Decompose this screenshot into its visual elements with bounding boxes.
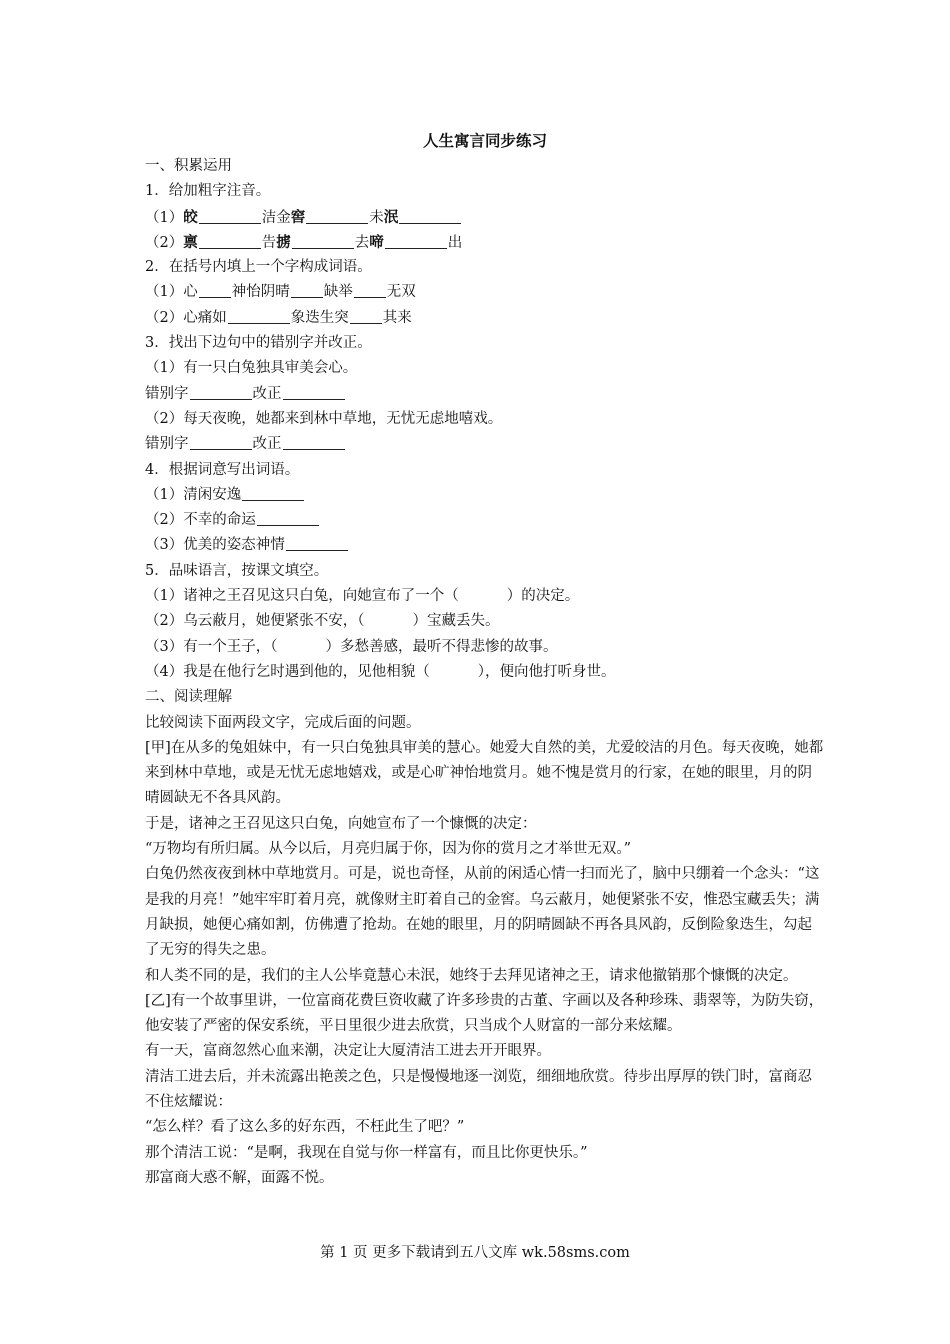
answer-blank[interactable] (190, 434, 252, 450)
q5-item1 (145, 584, 825, 609)
document-content (145, 128, 825, 1191)
q2-row1-text-d: 无双 (386, 284, 416, 301)
reading-paragraph: “万物均有所归属。从今以后，月亮归属于你，因为你的赏月之才举世无双。” (145, 841, 632, 858)
q4-stem: 4．根据词意写出词语。 (145, 461, 300, 478)
q2-row1-text-a: 心 (183, 284, 198, 301)
q5-item3-text-a: （3）有一个王子，（ (145, 638, 278, 655)
q4-item1 (145, 483, 825, 508)
answer-blank[interactable] (385, 233, 447, 249)
q1-row1-word2: 洁金 (261, 209, 291, 226)
answer-blank[interactable] (228, 308, 290, 324)
q3-sentence2: （2）每天夜晚，她都来到林中草地，无忧无虑地嘻戏。 (145, 410, 503, 427)
q5-item3-text-b: ）多愁善感，最听不得悲惨的故事。 (325, 638, 558, 655)
fix-label: 改正 (252, 385, 282, 402)
q4-item2-text: （2）不幸的命运 (145, 512, 256, 529)
q2-row1-num: （1） (145, 284, 184, 301)
reading-intro: 比较阅读下面两段文字，完成后面的问题。 (145, 714, 421, 731)
answer-blank[interactable] (291, 282, 323, 298)
answer-blank[interactable] (399, 208, 461, 224)
reading-paragraph: 那富商大惑不解，面露不悦。 (145, 1169, 334, 1186)
q1-row2-char3: 啼 (369, 233, 384, 251)
q3-sentence1: （1）有一只白兔独具审美会心。 (145, 360, 358, 377)
answer-blank[interactable] (292, 233, 354, 249)
answer-blank[interactable] (257, 510, 319, 526)
q5-item2 (145, 609, 825, 634)
answer-blank[interactable] (350, 308, 382, 324)
q5-item4-text-a: （4）我是在他行乞时遇到他的，见他相貌（ (145, 663, 430, 680)
wrong-char-label: 错别字 (145, 436, 189, 453)
answer-blank[interactable] (306, 208, 368, 224)
q1-row2-word3-end: 出 (447, 234, 463, 251)
q4-item2 (145, 508, 825, 533)
reading-paragraph: “怎么样？看了这么多的好东西，不枉此生了吧？” (145, 1119, 465, 1136)
answer-blank[interactable] (286, 535, 348, 551)
answer-blank[interactable] (199, 282, 231, 298)
q1-row1-word3: 未 (369, 209, 384, 226)
answer-blank[interactable] (283, 434, 345, 450)
q3-answer1 (145, 382, 825, 407)
reading-paragraph: [甲]在从多的兔姐妹中，有一只白兔独具审美的慧心。她爱大自然的美，尤爱皎洁的月色。每天夜晚，她都来到林中草地，或是无忧无虑地嬉戏，或是心旷神怡地赏月。她不愧是赏月的行家，在她的眼里，月的阴晴圆缺无不各具风韵。 (145, 739, 824, 807)
q1-row1 (145, 205, 825, 230)
q1-row1-char2: 窖 (290, 208, 306, 226)
q2-row2-text-a: 心痛如 (183, 309, 227, 326)
reading-paragraph: 清洁工进去后，并未流露出艳羡之色，只是慢慢地逐一浏览，细细地欣赏。待步出厚厚的铁门时，富商忍不住炫耀说： (145, 1068, 812, 1110)
q5-item4-text-b: ），便向他打听身世。 (477, 663, 616, 680)
q5-item2-text-a: （2）乌云蔽月，她便紧张不安，（ (145, 613, 365, 630)
answer-blank[interactable] (199, 208, 261, 224)
q1-row2-num: （2） (145, 234, 184, 251)
reading-paragraph: 那个清洁工说：“是啊，我现在自觉与你一样富有，而且比你更快乐。” (145, 1144, 588, 1161)
answer-blank[interactable] (354, 282, 386, 298)
q1-row2 (145, 230, 825, 255)
q3-stem: 3．找出下边句中的错别字并改正。 (145, 335, 372, 352)
q1-row1-num: （1） (145, 209, 184, 226)
q2-stem: 2．在括号内填上一个字构成词语。 (145, 259, 372, 276)
q2-row2 (145, 306, 825, 331)
q2-row2-text-c: 其来 (382, 309, 412, 326)
q5-item1-text-b: ）的决定。 (506, 588, 580, 605)
fix-label: 改正 (252, 436, 282, 453)
q5-item3 (145, 635, 825, 660)
wrong-char-label: 错别字 (145, 385, 189, 402)
reading-paragraph: [乙]有一个故事里讲，一位富商花费巨资收藏了许多珍贵的古董、字画以及各种珍珠、翡翠等，为防失窃，他安装了严密的保安系统，平日里很少进去欣赏，只当成个人财富的一部分来炫耀。 (145, 992, 824, 1035)
reading-paragraph: 有一天，富商忽然心血来潮，决定让大厦清洁工进去开开眼界。 (145, 1043, 551, 1060)
q5-stem: 5．品味语言，按课文填空。 (145, 562, 329, 579)
q4-item3 (145, 533, 825, 558)
q2-row2-num: （2） (145, 309, 184, 326)
q2-row1-text-c: 缺举 (323, 284, 353, 301)
answer-blank[interactable] (190, 384, 252, 400)
q5-item2-text-b: ）宝藏丢失。 (412, 613, 500, 630)
q4-item1-text: （1）清闲安逸 (145, 486, 242, 503)
page-title: 人生寓言同步练习 (422, 131, 547, 150)
answer-blank[interactable] (242, 485, 304, 501)
q1-row2-word2: 告 (261, 234, 277, 251)
reading-paragraph: 于是，诸神之王召见这只白兔，向她宣布了一个慷慨的决定： (145, 815, 537, 832)
q2-row2-text-b: 象迭生突 (290, 309, 349, 326)
q3-answer2 (145, 432, 825, 457)
q1-row1-char1: 皎 (183, 208, 198, 226)
q2-row1 (145, 280, 825, 305)
reading-paragraph: 和人类不同的是，我们的主人公毕竟慧心未泯，她终于去拜见诸神之王，请求他撤销那个慷慨的决定。 (145, 967, 798, 984)
q5-item1-text-a: （1）诸神之王召见这只白兔，向她宣布了一个（ (145, 588, 459, 605)
q1-row2-char2: 掳 (276, 233, 291, 251)
section2-heading: 二、阅读理解 (145, 689, 232, 706)
answer-blank[interactable] (283, 384, 345, 400)
q1-row1-char3: 泯 (383, 208, 399, 226)
q4-item3-text: （3）优美的姿态神情 (145, 537, 285, 554)
answer-blank[interactable] (199, 233, 261, 249)
reading-paragraph: 白兔仍然夜夜到林中草地赏月。可是，说也奇怪，从前的闲适心情一扫而光了，脑中只绷着一个念头：“这是我的月亮！”她牢牢盯着月亮，就像财主盯着自己的金窖。乌云蔽月，她便紧张不安，惟恐宝藏丢失；满月缺损，她便心痛如割，仿佛遭了抢劫。在她的眼里，月的阴晴圆缺不再各具风韵，反倒险象迭生，勾起了无穷的得失之患。 (145, 866, 820, 959)
q1-stem: 1．给加粗字注音。 (145, 183, 271, 200)
q2-row1-text-b: 神怡阴晴 (231, 284, 290, 301)
section1-heading: 一、积累运用 (145, 158, 232, 174)
q1-row2-word3: 去 (354, 234, 370, 251)
q1-row2-char1: 禀 (183, 233, 198, 251)
q5-item4 (145, 660, 825, 685)
page-footer: 第 1 页 更多下载请到五八文库 wk.58sms.com (320, 1245, 630, 1261)
